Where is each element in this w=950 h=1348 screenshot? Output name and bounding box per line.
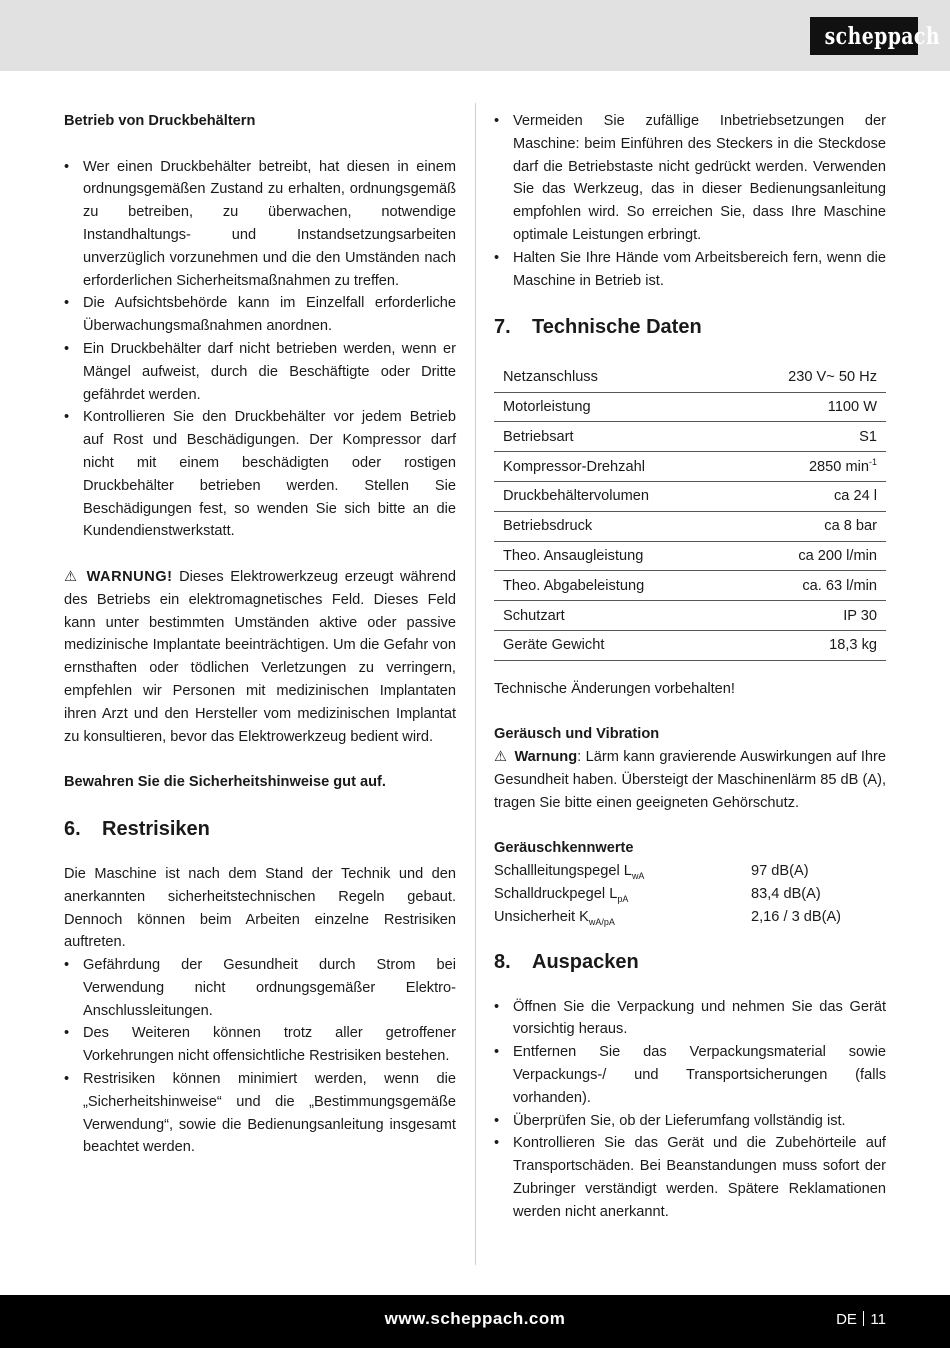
scheppach-logo: scheppach (810, 17, 918, 55)
warning-triangle-icon: ⚠ (64, 568, 78, 585)
warning-label: WARNUNG! (86, 568, 173, 585)
list-item: • Restrisiken können minimiert werden, wenn die „Sicherheitshinweise“ und die „Bestimmungsgemäße Verwendung“, sowie die Bedienungsanleitung insgesamt beachtet werden. (64, 1068, 456, 1159)
residual-risk-list (64, 954, 456, 1159)
noise-label (494, 906, 751, 929)
noise-warning-text: : Lärm kann gravierende Auswirkungen auf Ihre Gesundheit haben. Übersteigt der Maschinenlärm 85 dB (A), tragen Sie bitte einen geeigneten Gehörschutz. (494, 749, 886, 811)
technical-changes-note: Technische Änderungen vorbehalten! (494, 680, 735, 697)
list-item: • Halten Sie Ihre Hände vom Arbeitsbereich fern, wenn die Maschine in Betrieb ist. (494, 247, 886, 293)
table-row (494, 601, 886, 631)
table-row (494, 362, 886, 392)
list-item: • Entfernen Sie das Verpackungsmaterial sowie Verpackungs-/ und Transportsicherungen (falls vorhanden). (494, 1041, 886, 1109)
spec-value-text: 1100 W (827, 399, 877, 416)
spec-value-text: 18,3 kg (829, 637, 877, 654)
noise-label-text: Unsicherheit K (494, 908, 589, 925)
spec-value-text: ca. 63 l/min (802, 577, 877, 594)
section-number: 8. (494, 950, 511, 973)
spec-label: Druckbehältervolumen (494, 482, 731, 512)
spec-label: Netzanschluss (494, 362, 731, 392)
website-link[interactable]: www.scheppach.com (384, 1309, 566, 1328)
noise-label-text: Schalldruckpegel L (494, 886, 618, 903)
spec-value (731, 452, 886, 482)
noise-label-subscript: wA (631, 871, 645, 882)
section-number: 7. (494, 316, 511, 339)
right-column (494, 110, 886, 1224)
noise-warning-label: Warnung (514, 749, 578, 766)
list-item: • Die Aufsichtsbehörde kann im Einzelfall erforderliche Überwachungsmaßnahmen anordnen. (64, 292, 456, 338)
left-column (64, 110, 456, 1159)
table-row (494, 392, 886, 422)
spec-value (731, 601, 886, 631)
noise-values (494, 860, 886, 928)
warning-text: Dieses Elektrowerkzeug erzeugt während des Betriebs ein elektromagnetisches Feld. Dieses Feld kann unter bestimmten Umständen aktive oder passive medizinische Implantate beeinträchtigen. Um die Gefahr von ernsthaften oder tödlichen Verletzungen zu verringern, empfehlen wir Personen mit medizinischen Implantaten ihren Arzt und den Hersteller vom medizinischen Implantat zu konsultieren, bevor das Elektrowerkzeug bedient wird. (64, 568, 456, 745)
table-row (494, 482, 886, 512)
page-indicator (836, 1309, 886, 1332)
noise-label-subscript: wA/pA (588, 916, 615, 927)
noise-label (494, 883, 751, 906)
spec-value (731, 362, 886, 392)
table-row (494, 452, 886, 482)
spec-value-text: 2850 min (808, 458, 869, 475)
section-title: Restrisiken (102, 817, 210, 840)
header-bar (0, 0, 950, 71)
list-item: • Kontrollieren Sie den Druckbehälter vor jedem Betrieb auf Rost und Beschädigungen. Der Kompressor darf nicht mit einem beschädigten oder rostigen Druckbehälter betrieben werden. Stellen Sie Beschädigungen fest, so wenden Sie sich bitte an die Kundendienstwerkstatt. (64, 406, 456, 543)
list-item: • Überprüfen Sie, ob der Lieferumfang vollständig ist. (494, 1110, 886, 1133)
spec-value (731, 571, 886, 601)
noise-title: Geräusch und Vibration (494, 726, 660, 743)
page-number: 11 (870, 1311, 886, 1328)
spec-label: Geräte Gewicht (494, 631, 731, 661)
list-item: • Wer einen Druckbehälter betreibt, hat diesen in einem ordnungsgemäßen Zustand zu erhalten, ordnungsgemäß zu betreiben, zu überwachen, notwendige Instandhaltungs- und Instandsetzungsarbeiten unverzüglich vorzunehmen und die den Umständen nach erforderlichen Sicherheitsmaßnahmen zu treffen. (64, 156, 456, 293)
list-item: • Vermeiden Sie zufällige Inbetriebsetzungen der Maschine: beim Einführen des Steckers in die Steckdose darf die Betriebstaste nicht gedrückt werden. Verwenden Sie das Werkzeug, das in dieser Bedienungsanleitung empfohlen wird. So erreichen Sie, dass Ihre Maschine optimale Leistungen erbringt. (494, 110, 886, 247)
footer-bar (0, 1295, 950, 1348)
spec-label: Motorleistung (494, 392, 731, 422)
spec-label: Theo. Abgabeleistung (494, 571, 731, 601)
technical-data-table (494, 362, 886, 660)
section-number: 6. (64, 817, 81, 840)
table-row (494, 571, 886, 601)
noise-label-text: Schallleitungspegel L (494, 863, 632, 880)
pressure-list (64, 156, 456, 544)
noise-row (494, 906, 886, 929)
section-title: Technische Daten (532, 316, 702, 339)
spec-value-text: IP 30 (843, 607, 877, 624)
noise-value: 83,4 dB(A) (751, 886, 821, 903)
page-separator (863, 1311, 865, 1326)
emf-warning (64, 566, 456, 748)
noise-row (494, 860, 886, 883)
table-row (494, 541, 886, 571)
table-row (494, 511, 886, 541)
list-item: • Ein Druckbehälter darf nicht betrieben werden, wenn er Mängel aufweist, durch die Beschäftigte oder Dritte gefährdet werden. (64, 338, 456, 406)
noise-label-subscript: pA (617, 893, 629, 904)
table-row (494, 422, 886, 452)
noise-values-title: Geräuschkennwerte (494, 840, 634, 857)
section-6-heading (64, 816, 456, 842)
spec-value-text: S1 (859, 428, 877, 445)
list-item: • Des Weiteren können trotz aller getroffener Vorkehrungen nicht offensichtliche Restrisiken bestehen. (64, 1022, 456, 1068)
list-item: • Gefährdung der Gesundheit durch Strom bei Verwendung nicht ordnungsgemäßer Elektro-Anschlussleitungen. (64, 954, 456, 1022)
section-6-intro: Die Maschine ist nach dem Stand der Technik und den anerkannten sicherheitstechnischen Regeln gebaut. Dennoch können beim Arbeiten einzelne Restrisiken auftreten. (64, 865, 456, 951)
spec-label: Schutzart (494, 601, 731, 631)
section-7-heading (494, 314, 886, 340)
section-8-heading (494, 949, 886, 975)
spec-value (731, 422, 886, 452)
list-item: • Kontrollieren Sie das Gerät und die Zubehörteile auf Transportschäden. Bei Beanstandungen muss sofort der Zubringer verständigt werden. Spätere Reklamationen werden nicht anerkannt. (494, 1132, 886, 1223)
spec-value (731, 482, 886, 512)
spec-value (731, 392, 886, 422)
spec-value-text: ca 200 l/min (798, 548, 877, 565)
spec-value (731, 631, 886, 661)
spec-value (731, 511, 886, 541)
spec-label: Betriebsart (494, 422, 731, 452)
spec-label: Betriebsdruck (494, 511, 731, 541)
table-row (494, 631, 886, 661)
noise-value: 2,16 / 3 dB(A) (751, 908, 842, 925)
pressure-title: Betrieb von Druckbehältern (64, 113, 256, 129)
operation-list (494, 110, 886, 292)
language-code: DE (836, 1311, 857, 1328)
noise-label (494, 860, 751, 883)
section-title: Auspacken (532, 950, 639, 973)
spec-label: Theo. Ansaugleistung (494, 541, 731, 571)
spec-value-text: ca 8 bar (824, 518, 877, 535)
unpacking-list (494, 996, 886, 1224)
noise-value: 97 dB(A) (751, 863, 809, 880)
warning-triangle-icon: ⚠ (494, 749, 508, 766)
spec-value-text: 230 V~ 50 Hz (788, 369, 877, 386)
keep-safety-note: Bewahren Sie die Sicherheitshinweise gut auf. (64, 774, 386, 791)
spec-value-exponent: -1 (868, 456, 877, 467)
noise-warning (494, 746, 886, 814)
spec-value (731, 541, 886, 571)
noise-row (494, 883, 886, 906)
column-divider (475, 103, 476, 1265)
spec-value-text: ca 24 l (834, 488, 877, 505)
spec-label: Kompressor-Drehzahl (494, 452, 731, 482)
list-item: • Öffnen Sie die Verpackung und nehmen Sie das Gerät vorsichtig heraus. (494, 996, 886, 1042)
